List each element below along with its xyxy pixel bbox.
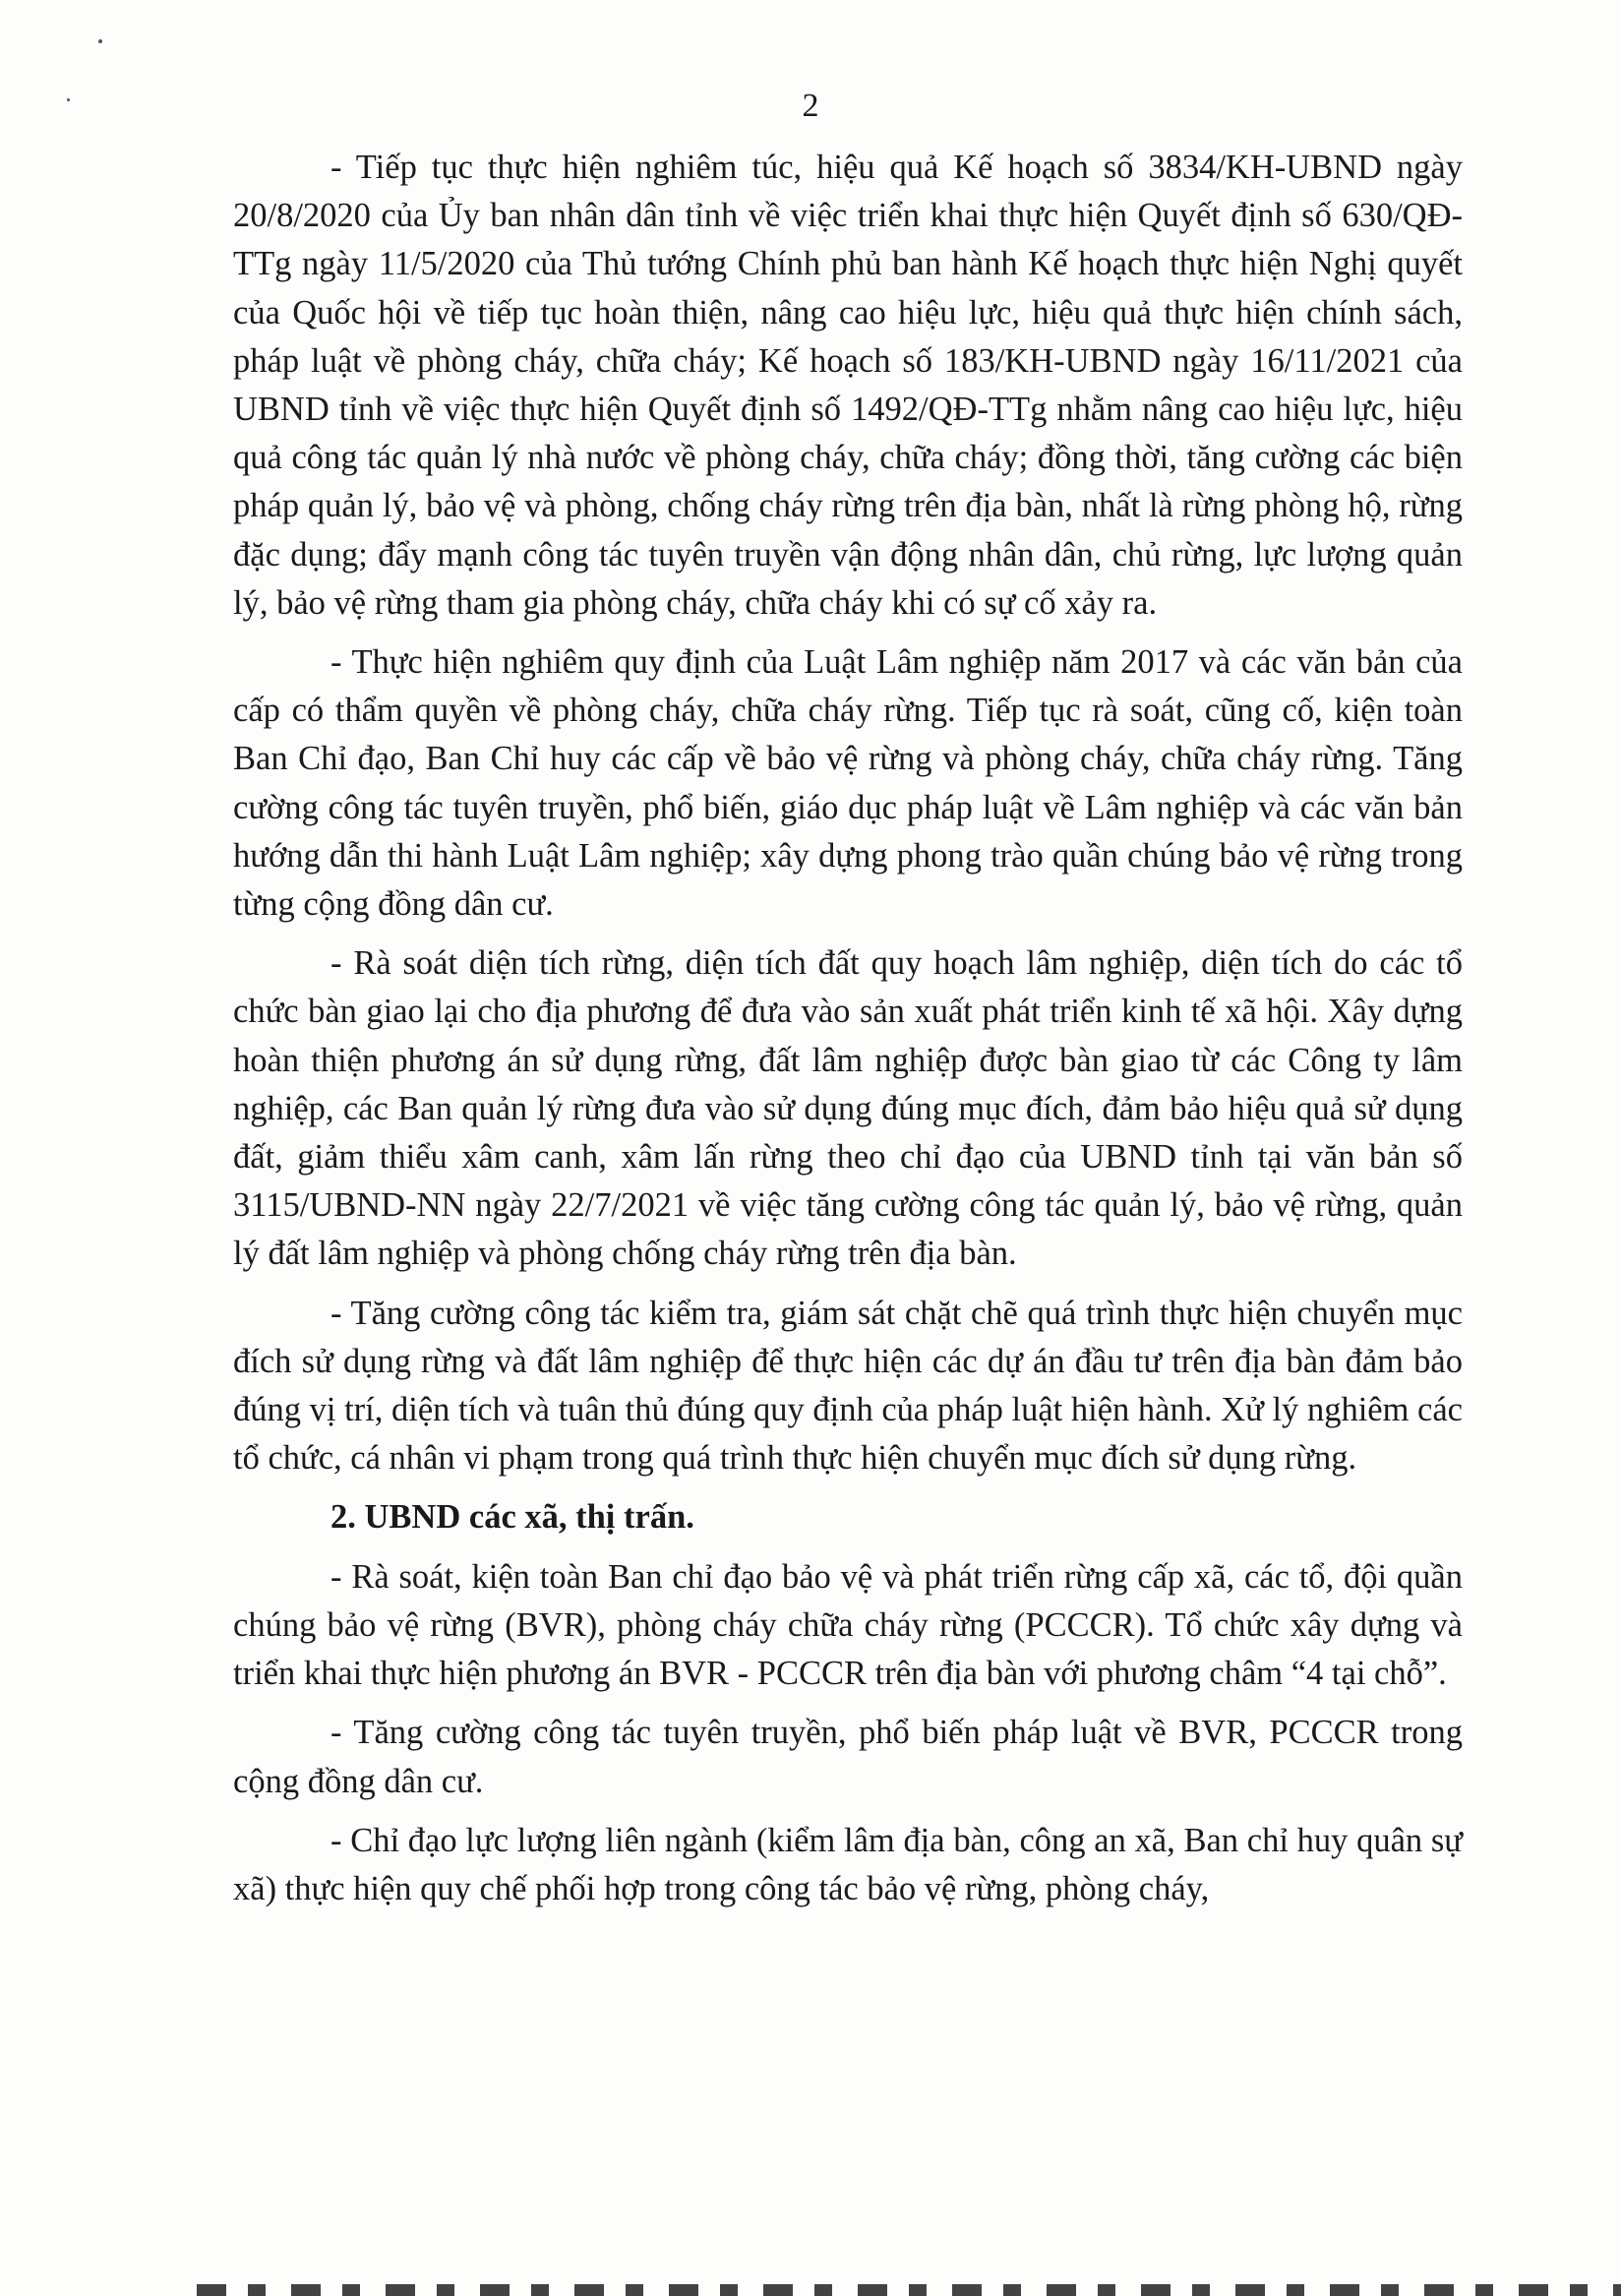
paragraph: - Chỉ đạo lực lượng liên ngành (kiểm lâm địa bàn, công an xã, Ban chỉ huy quân sự xã) thực hiện quy chế phối hợp trong công tác bảo vệ rừng, phòng cháy, [233,1821,1463,1907]
document-body [233,144,1463,1924]
paragraph: - Tăng cường công tác tuyên truyền, phổ biến pháp luật về BVR, PCCCR trong cộng đồng dân cư. [233,1714,1463,1800]
paragraph: - Rà soát diện tích rừng, diện tích đất quy hoạch lâm nghiệp, diện tích do các tổ chức bàn giao lại cho địa phương để đưa vào sản xuất phát triển kinh tế xã hội. Xây dựng hoàn thiện phương án sử dụng rừng, đất lâm nghiệp được bàn giao từ các Công ty lâm nghiệp, các Ban quản lý rừng đưa vào sử dụng đúng mục đích, đảm bảo hiệu quả sử dụng đất, giảm thiểu xâm canh, xâm lấn rừng theo chỉ đạo của UBND tỉnh tại văn bản số 3115/UBND-NN ngày 22/7/2021 về việc tăng cường công tác quản lý, bảo vệ rừng, quản lý đất lâm nghiệp và phòng chống cháy rừng trên địa bàn. [233,944,1463,1273]
paragraph: - Tiếp tục thực hiện nghiêm túc, hiệu quả Kế hoạch số 3834/KH-UBND ngày 20/8/2020 của Ủy ban nhân dân tỉnh về việc triển khai thực hiện Quyết định số 630/QĐ-TTg ngày 11/5/2020 của Thủ tướng Chính phủ ban hành Kế hoạch thực hiện Nghị quyết của Quốc hội về tiếp tục hoàn thiện, nâng cao hiệu lực, hiệu quả thực hiện chính sách, pháp luật về phòng cháy, chữa cháy; Kế hoạch số 183/KH-UBND ngày 16/11/2021 của UBND tỉnh về việc thực hiện Quyết định số 1492/QĐ-TTg nhằm nâng cao hiệu lực, hiệu quả công tác quản lý nhà nước về phòng cháy, chữa cháy; đồng thời, tăng cường các biện pháp quản lý, bảo vệ và phòng, chống cháy rừng trên địa bàn, nhất là rừng phòng hộ, rừng đặc dụng; đẩy mạnh công tác tuyên truyền vận động nhân dân, chủ rừng, lực lượng quản lý, bảo vệ rừng tham gia phòng cháy, chữa cháy khi có sự cố xảy ra. [233,149,1463,622]
scan-speck [97,38,102,43]
paragraph: - Tăng cường công tác kiểm tra, giám sát chặt chẽ quá trình thực hiện chuyển mục đích sử dụng rừng và đất lâm nghiệp để thực hiện các dự án đầu tư trên địa bàn đảm bảo đúng vị trí, diện tích và tuân thủ đúng quy định của pháp luật hiện hành. Xử lý nghiêm các tổ chức, cá nhân vi phạm trong quá trình thực hiện chuyển mục đích sử dụng rừng. [233,1294,1463,1478]
paragraph: - Rà soát, kiện toàn Ban chỉ đạo bảo vệ và phát triển rừng cấp xã, các tổ, đội quần chúng bảo vệ rừng (BVR), phòng cháy chữa cháy rừng (PCCCR). Tổ chức xây dựng và triển khai thực hiện phương án BVR - PCCCR trên địa bàn với phương châm “4 tại chỗ”. [233,1557,1463,1693]
page-number: 2 [802,88,819,124]
paragraph: - Thực hiện nghiêm quy định của Luật Lâm nghiệp năm 2017 và các văn bản của cấp có thẩm quyền về phòng cháy, chữa cháy rừng. Tiếp tục rà soát, cũng cố, kiện toàn Ban Chỉ đạo, Ban Chỉ huy các cấp về bảo vệ rừng và phòng cháy, chữa cháy rừng. Tăng cường công tác tuyên truyền, phổ biến, giáo dục pháp luật về Lâm nghiệp và các văn bản hướng dẫn thi hành Luật Lâm nghiệp; xây dựng phong trào quần chúng bảo vệ rừng trong từng cộng đồng dân cư. [233,643,1463,924]
section-heading: 2. UBND các xã, thị trấn. [330,1498,694,1537]
scan-edge-marks [197,2284,1621,2296]
